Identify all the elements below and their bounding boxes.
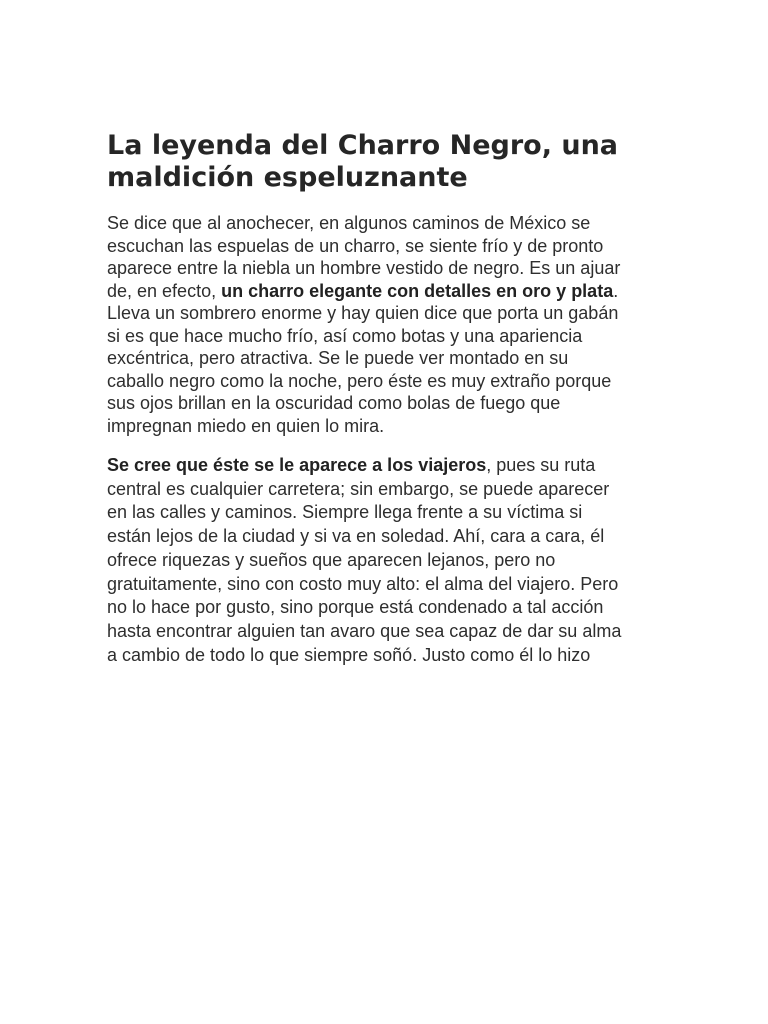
text-line: hasta encontrar alguien tan avaro que sea capaz de dar su alma	[107, 620, 622, 641]
article-title	[107, 130, 667, 194]
text-line: Lleva un sombrero enorme y hay quien dice que porta un gabán	[107, 303, 619, 323]
paragraph-1	[107, 212, 677, 437]
text-line: central es cualquier carretera; sin embargo, se puede aparecer	[107, 478, 610, 499]
title-line: maldición espeluznante	[107, 162, 468, 193]
text-line: gratuitamente, sino con costo muy alto: el alma del viajero. Pero	[107, 573, 619, 594]
bold-phrase: un charro elegante con detalles en oro y plata	[221, 280, 614, 301]
text-line: no lo hace por gusto, sino porque está condenado a tal acción	[107, 597, 604, 618]
paragraph-2	[107, 454, 677, 667]
text-line: están lejos de la ciudad y si va en soledad. Ahí, cara a cara, él	[107, 526, 605, 547]
text-line: a cambio de todo lo que siempre soñó. Justo como él lo hizo	[107, 644, 591, 665]
text-line	[107, 280, 677, 303]
text-line: en las calles y caminos. Siempre llega frente a su víctima si	[107, 502, 583, 523]
text-segment: .	[613, 280, 619, 301]
text-segment: de, en efecto,	[107, 280, 222, 301]
text-line: impregnan miedo en quien lo mira.	[107, 415, 385, 436]
text-line: aparece entre la niebla un hombre vestido de negro. Es un ajuar	[107, 258, 621, 278]
text-line: excéntrica, pero atractiva. Se le puede ver montado en su	[107, 348, 569, 368]
text-line: sus ojos brillan en la oscuridad como bolas de fuego que	[107, 393, 561, 413]
text-line	[107, 454, 677, 478]
bold-phrase: Se cree que éste se le aparece a los viajeros	[107, 455, 487, 475]
text-segment: , pues su ruta	[486, 455, 596, 475]
text-line: Se dice que al anochecer, en algunos caminos de México se	[107, 213, 591, 233]
text-line: ofrece riquezas y sueños que aparecen lejanos, pero no	[107, 549, 556, 570]
text-line: escuchan las espuelas de un charro, se siente frío y de pronto	[107, 235, 604, 256]
text-line: si es que hace mucho frío, así como botas y una apariencia	[107, 325, 583, 346]
text-line: caballo negro como la noche, pero éste es muy extraño porque	[107, 370, 612, 391]
title-line: La leyenda del Charro Negro, una	[107, 130, 619, 161]
